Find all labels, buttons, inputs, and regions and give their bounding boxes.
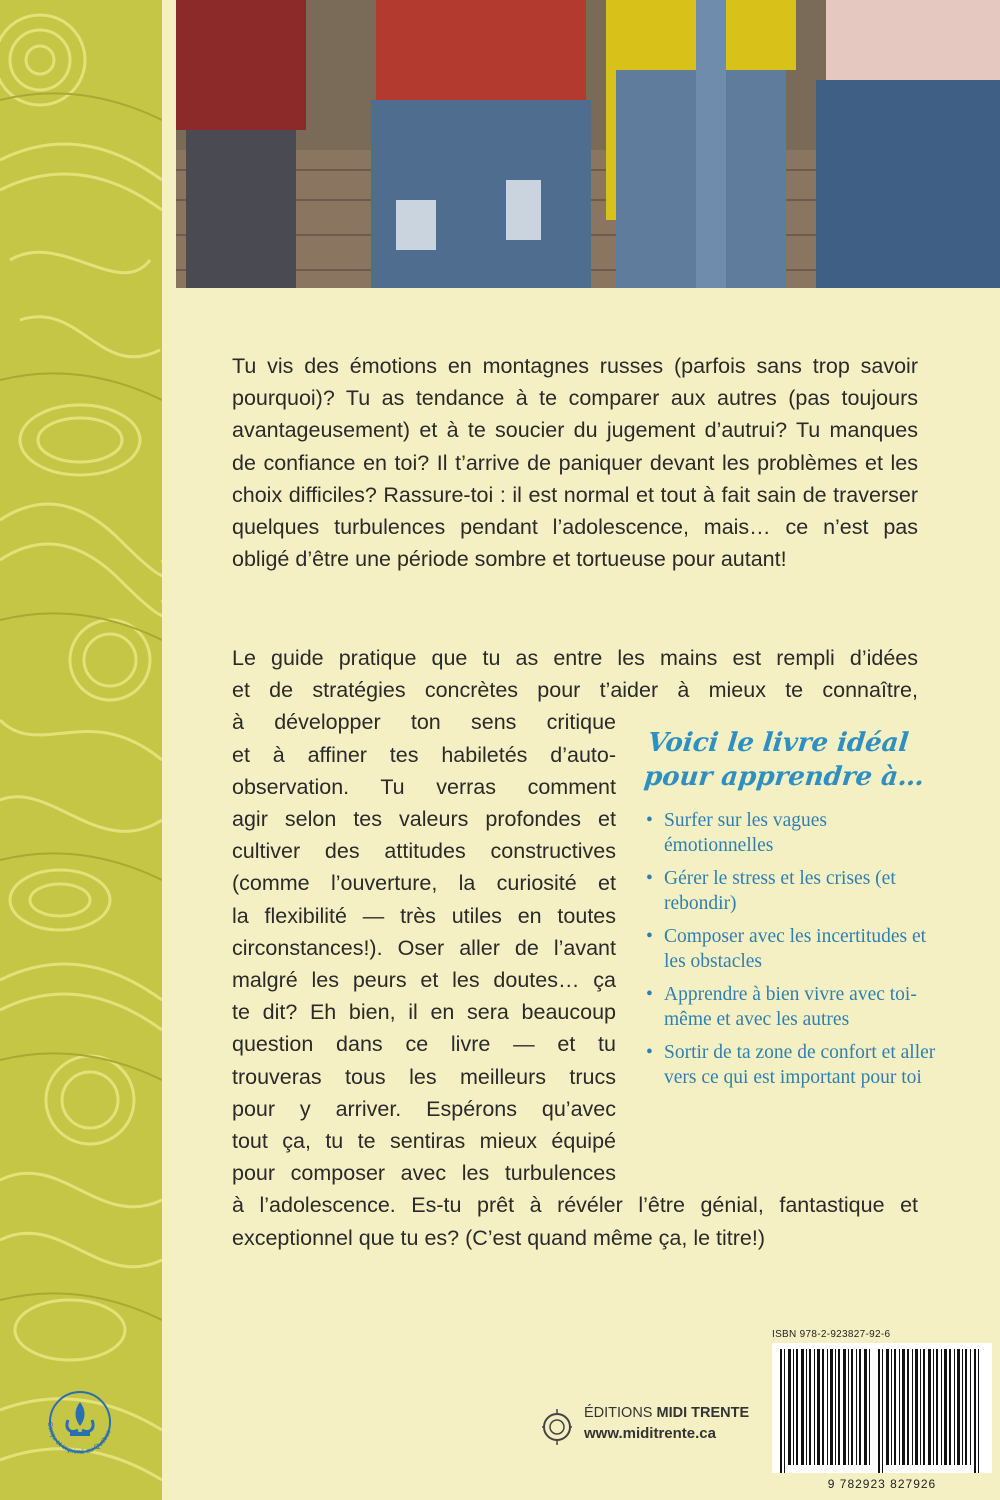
sidebox-title-line2: pour apprendre à… — [642, 762, 926, 792]
pattern-art — [0, 0, 162, 1500]
paragraph-line: cultiver des attitudes constructives — [232, 839, 616, 864]
sidebox-list — [636, 808, 936, 1090]
paragraph-line: à développer ton sens critique — [232, 710, 616, 735]
bullet-icon: • — [646, 1042, 653, 1063]
bullet-icon: • — [646, 926, 653, 947]
paragraph-line: observation. Tu verras comment — [232, 774, 616, 799]
paragraph-line: pour y arriver. Espérons qu’avec — [232, 1096, 616, 1121]
bullet-icon: • — [646, 868, 653, 889]
paragraph-line: et de stratégies concrètes pour t’aider à mieux te connaître, — [232, 678, 918, 703]
publisher-name-bold: MIDI TRENTE — [656, 1405, 750, 1421]
list-item-text: Composer avec les incertitudes et les obstacles — [664, 926, 927, 972]
quebec-logo — [38, 1380, 122, 1464]
cover-photo — [176, 0, 1000, 288]
paragraph-line: à l’adolescence. Es-tu prêt à révéler l’être génial, fantastique et — [232, 1193, 918, 1218]
list-item — [636, 1040, 936, 1090]
list-item — [636, 866, 936, 916]
list-item-text: Apprendre à bien vivre avec toi-même et avec les autres — [664, 984, 917, 1030]
list-item-text: Surfer sur les vagues émotionnelles — [664, 810, 827, 856]
paragraph-line: malgré les peurs et les doutes… ça — [232, 968, 616, 993]
isbn-label: ISBN 978-2-923827-92-6 — [772, 1329, 891, 1340]
publisher-name-prefix: ÉDITIONS — [584, 1405, 657, 1421]
sidebox — [636, 726, 936, 1098]
list-item — [636, 982, 936, 1032]
paragraph-line: pour composer avec les turbulences — [232, 1161, 616, 1186]
sidebox-title-line1: Voici le livre idéal — [646, 728, 911, 758]
fleur-de-lis-icon — [38, 1380, 122, 1464]
barcode-digits: 9 782923 827926 — [827, 1477, 937, 1491]
quebec-logo-text: Conçu et imprimé au Québec — [45, 1421, 113, 1457]
sidebox-title — [642, 726, 939, 794]
pattern-divider — [162, 0, 176, 1500]
svg-text:Conçu et imprimé au Québec — [46, 1422, 113, 1457]
paragraph-line: et à affiner tes habiletés d’auto- — [232, 742, 616, 767]
list-item-text: Sortir de ta zone de confort et aller vers ce qui est important pour toi — [664, 1042, 936, 1088]
publisher-logo-icon — [540, 1407, 574, 1447]
decorative-pattern — [0, 0, 162, 1500]
publisher-name — [584, 1405, 749, 1421]
publisher-url[interactable]: www.miditrente.ca — [584, 1425, 716, 1442]
teens-photo — [176, 0, 1000, 288]
paragraph-line: trouveras tous les meilleurs trucs — [232, 1064, 616, 1089]
intro-paragraph: Tu vis des émotions en montagnes russes (parfois sans trop savoir pourquoi)? Tu as tendance à te comparer aux autres (pas toujours avantageusement) et à te soucier du jugement d’autrui? Tu manques de confiance en toi? Il t’arrive de paniquer devant les problèmes et les choix difficiles? Rassure-toi : il est normal et tout à fait sain de traverser quelques turbulences pendant l’adolescence, mais… ce n’est pas obligé d’être une période sombre et tortueuse pour autant! — [232, 354, 918, 572]
paragraph-line: (comme l’ouverture, la curiosité et — [232, 871, 616, 896]
paragraph-line: te dit? Eh bien, il en sera beaucoup — [232, 1000, 616, 1025]
barcode-icon — [772, 1343, 992, 1473]
paragraph-line: la flexibilité — très utiles en toutes — [232, 903, 616, 928]
barcode — [772, 1343, 992, 1473]
paragraph-line: Le guide pratique que tu as entre les mains est rempli d’idées — [232, 646, 918, 670]
paragraph-line: circonstances!). Oser aller de l’avant — [232, 935, 616, 960]
paragraph-line: tout ça, tu te sentiras mieux équipé — [232, 1129, 616, 1154]
paragraph-line: question dans ce livre — et tu — [232, 1032, 616, 1057]
publisher-block — [540, 1405, 780, 1451]
list-item — [636, 924, 936, 974]
bullet-icon: • — [646, 810, 653, 831]
bullet-icon: • — [646, 984, 653, 1005]
list-item-text: Gérer le stress et les crises (et rebondir) — [664, 868, 896, 914]
paragraph-line: agir selon tes valeurs profondes et — [232, 807, 616, 832]
list-item — [636, 808, 936, 858]
paragraph-line: exceptionnel que tu es? (C’est quand même ça, le titre!) — [232, 1225, 766, 1250]
